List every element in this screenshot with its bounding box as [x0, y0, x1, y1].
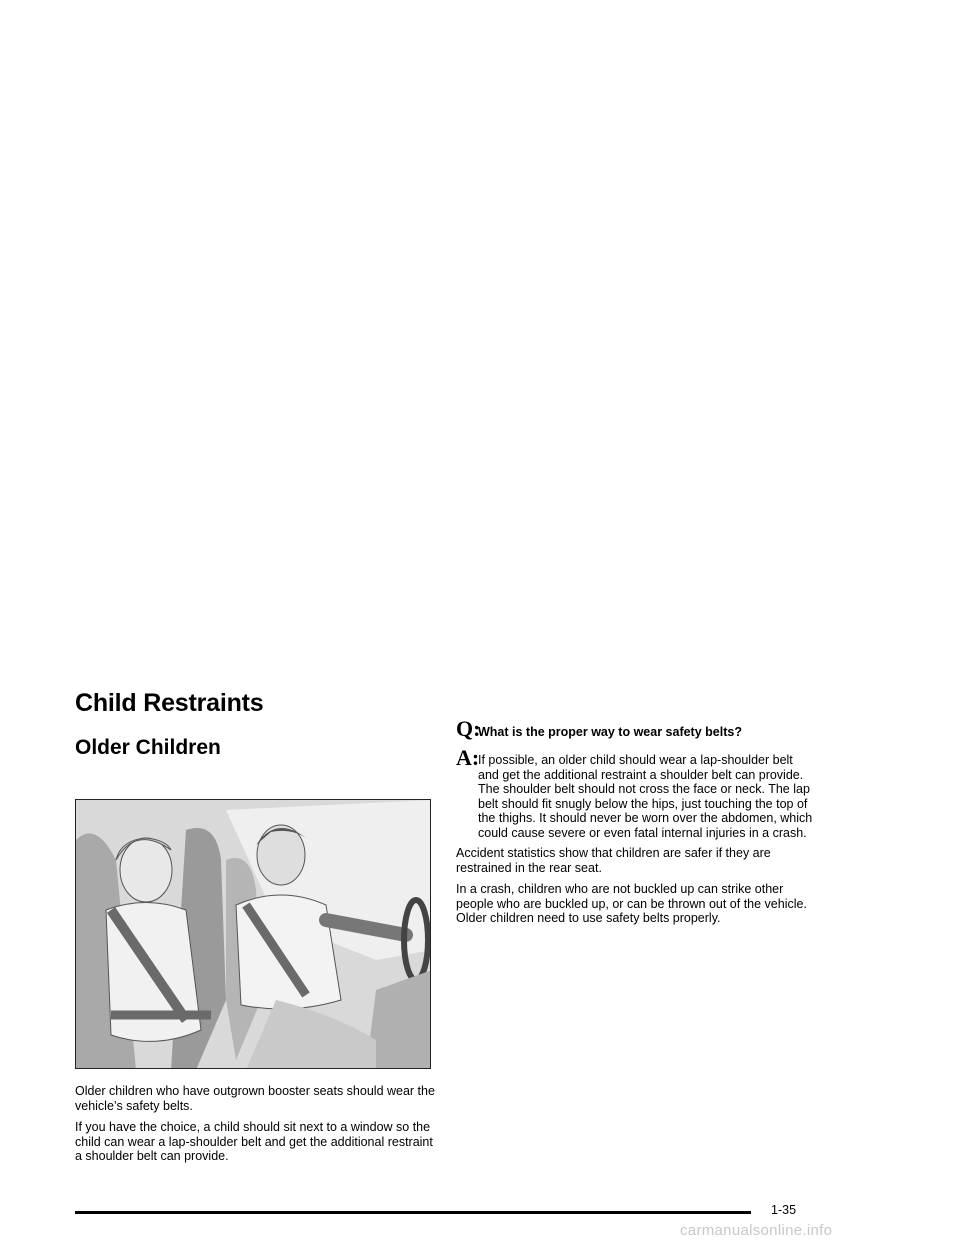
answer-text: If possible, an older child should wear a lap-shoulder belt and get the additional restraint a shoulder belt can provide. The shoulder belt should not cross the face or neck. The lap belt should fit snugly below the hips, just touching the top of the thighs. It should never be worn over the abdomen, which could cause severe or even fatal internal injuries in a crash.: [478, 753, 813, 840]
watermark-text: carmanualsonline.info: [680, 1222, 833, 1239]
illustration-drawing: [76, 800, 431, 1069]
right-body: [456, 846, 816, 926]
page-number: 1-35: [771, 1203, 797, 1217]
answer-marker: A:: [456, 745, 480, 770]
section-title: Child Restraints: [75, 689, 264, 717]
question-marker: Q:: [456, 716, 481, 741]
paragraph-window-seat: If you have the choice, a child should sit next to a window so the child can wear a lap-shoulder belt and get the additional restraint a shoulder belt can provide.: [75, 1120, 433, 1163]
answer-block: [456, 745, 816, 840]
paragraph-accident-statistics: Accident statistics show that children are safer if they are restrained in the rear seat.: [456, 846, 771, 875]
right-column: [456, 716, 816, 933]
paragraph-booster-outgrown: Older children who have outgrown booster seats should wear the vehicle’s safety belts.: [75, 1084, 435, 1113]
subsection-title: Older Children: [75, 736, 221, 759]
seated-passengers-illustration: [75, 799, 431, 1069]
left-body: [75, 1084, 435, 1171]
footer-rule: [75, 1211, 751, 1214]
question-text: What is the proper way to wear safety belts?: [478, 725, 742, 739]
left-column: [75, 686, 435, 1163]
question-block: [456, 716, 816, 741]
paragraph-crash-consequences: In a crash, children who are not buckled up can strike other people who are buckled up, or can be thrown out of the vehicle. Older children need to use safety belts properly.: [456, 882, 807, 925]
